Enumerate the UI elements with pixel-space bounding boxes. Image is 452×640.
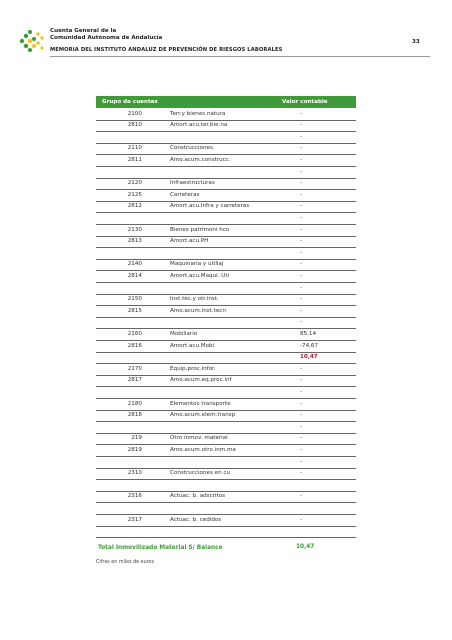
table-row (96, 190, 356, 201)
table-row (96, 306, 356, 317)
header-organization (50, 28, 162, 42)
cell-value: - (300, 133, 303, 140)
cell-description: Amo.acum.otro inm.ma (170, 446, 236, 453)
cell-value: 10,47 (300, 354, 318, 361)
cell-value: - (300, 470, 303, 477)
cell-code: 2811 (127, 156, 142, 163)
cell-description: Amo.acum.construcc. (170, 156, 231, 163)
footnote: Cifras en miles de euros (96, 560, 154, 565)
cell-code: 2170 (127, 365, 142, 372)
cell-code: 2140 (127, 261, 142, 268)
cell-description: Terr.y bienes natura (170, 110, 226, 117)
cell-code: 2150 (127, 296, 142, 303)
cell-description: Maquinaria y utillaj (170, 261, 224, 268)
cell-value: - (300, 516, 303, 523)
cell-value: - (300, 180, 303, 187)
table-row (96, 120, 356, 131)
cell-code: 2160 (127, 330, 142, 337)
cell-description: Construcciones. (170, 145, 215, 152)
total-label: Total Inmovilizado Material S/ Balance (98, 545, 223, 551)
table-row (96, 143, 356, 154)
row-divider (96, 537, 356, 538)
cell-code: 2316 (127, 493, 142, 500)
total-row (96, 543, 356, 555)
total-value: 10,47 (296, 544, 315, 550)
cell-description: Mobiliario (170, 330, 198, 337)
header-divider (50, 56, 430, 57)
document-subtitle: MEMORIA DEL INSTITUTO ANDALUZ DE PREVENCIÓN DE RIESGOS LABORALES (50, 47, 283, 53)
cell-value: -74,67 (300, 342, 319, 349)
cell-code: 2125 (127, 191, 142, 198)
cell-description: Elementos transporte (170, 400, 231, 407)
cell-description: Equip.proc.infor. (170, 365, 216, 372)
table-row (96, 480, 356, 491)
cell-value: - (300, 145, 303, 152)
table-row (96, 213, 356, 224)
cell-value: - (300, 226, 303, 233)
cell-description: Amort.acu.Infra y carreteras (170, 203, 250, 210)
cell-code: 2810 (127, 122, 142, 129)
table-row (96, 178, 356, 189)
cell-value: 85,14 (300, 330, 317, 337)
institution-logo (16, 26, 50, 56)
cell-value: - (300, 388, 303, 395)
cell-value: - (300, 238, 303, 245)
header-org-line1: Cuenta General de la (50, 28, 117, 34)
cell-description: Actuac. b. adscritos (170, 493, 226, 500)
cell-code: 219 (131, 435, 142, 442)
cell-value: - (300, 493, 303, 500)
cell-value: - (300, 261, 303, 268)
table-row (96, 155, 356, 166)
cell-value: - (300, 319, 303, 326)
cell-code: 2817 (127, 377, 142, 384)
cell-code: 2180 (127, 400, 142, 407)
cell-code: 2818 (127, 412, 142, 419)
cell-value: - (300, 400, 303, 407)
cell-value: - (300, 214, 303, 221)
table-row (96, 201, 356, 212)
table-row (96, 271, 356, 282)
cell-code: 2110 (127, 145, 142, 152)
table-row (96, 283, 356, 294)
cell-code: 2815 (127, 307, 142, 314)
cell-description: Amo.acum.inst.tecn (170, 307, 226, 314)
cell-description: Actuac. b. cedidos (170, 516, 222, 523)
table-row (96, 515, 356, 526)
cell-value: - (300, 249, 303, 256)
cell-value: - (300, 365, 303, 372)
table-row (96, 422, 356, 433)
cell-code: 2813 (127, 238, 142, 245)
cell-code: 2120 (127, 180, 142, 187)
cell-value: - (300, 284, 303, 291)
table-row (96, 248, 356, 259)
cell-description: Amort.acu.PH (170, 238, 209, 245)
cell-description: Amort.acu.ter.bie.na (170, 122, 228, 129)
table-row (96, 526, 356, 537)
cell-value: - (300, 307, 303, 314)
table-row (96, 341, 356, 352)
table-row (96, 329, 356, 340)
table-row (96, 364, 356, 375)
cell-description: Amort.acu.Maqui. Uti (170, 272, 230, 279)
table-row (96, 468, 356, 479)
table-row (96, 352, 356, 363)
cell-code: 2814 (127, 272, 142, 279)
cell-description: Otro inmov. material (170, 435, 228, 442)
cell-value: - (300, 446, 303, 453)
table-header (96, 96, 356, 108)
cell-code: 2100 (127, 110, 142, 117)
table-row (96, 491, 356, 502)
cell-value: - (300, 168, 303, 175)
cell-code: 2310 (127, 470, 142, 477)
cell-description: Amort.acu.Mobi (170, 342, 215, 349)
table-row (96, 387, 356, 398)
table-row (96, 317, 356, 328)
cell-code: 2317 (127, 516, 142, 523)
cell-value: - (300, 458, 303, 465)
cell-value: - (300, 191, 303, 198)
cell-description: Amo.acum.elem.transp (170, 412, 236, 419)
page-number: 33 (412, 39, 420, 45)
column-header-value: Valor contable (282, 99, 328, 105)
table-row (96, 457, 356, 468)
cell-value: - (300, 412, 303, 419)
cell-description: Construcciones en cu (170, 470, 231, 477)
cell-description: Carreteras (170, 191, 200, 198)
cell-value: - (300, 272, 303, 279)
table-row (96, 445, 356, 456)
cell-description: Amo.acum.eq.proc.inf (170, 377, 232, 384)
cell-description: Inst.téc.y otr.inst. (170, 296, 219, 303)
column-header-group: Grupo de cuentas (102, 99, 158, 105)
table-row (96, 259, 356, 270)
table-row (96, 109, 356, 120)
table-row (96, 375, 356, 386)
cell-value: - (300, 423, 303, 430)
table-row (96, 236, 356, 247)
cell-value: - (300, 435, 303, 442)
cell-value: - (300, 156, 303, 163)
table-row (96, 433, 356, 444)
cell-description: Bienes patrimoni hco (170, 226, 230, 233)
cell-code: 2819 (127, 446, 142, 453)
cell-description: Infraestructuras (170, 180, 215, 187)
table-row (96, 503, 356, 514)
cell-value: - (300, 122, 303, 129)
table-row (96, 410, 356, 421)
cell-code: 2816 (127, 342, 142, 349)
cell-value: - (300, 203, 303, 210)
table-row (96, 294, 356, 305)
table-row (96, 399, 356, 410)
header-org-line2: Comunidad Autónoma de Andalucía (50, 35, 163, 41)
cell-value: - (300, 296, 303, 303)
table-row (96, 225, 356, 236)
cell-code: 2130 (127, 226, 142, 233)
cell-value: - (300, 377, 303, 384)
table-row (96, 167, 356, 178)
cell-value: - (300, 110, 303, 117)
table-row (96, 132, 356, 143)
cell-code: 2812 (127, 203, 142, 210)
